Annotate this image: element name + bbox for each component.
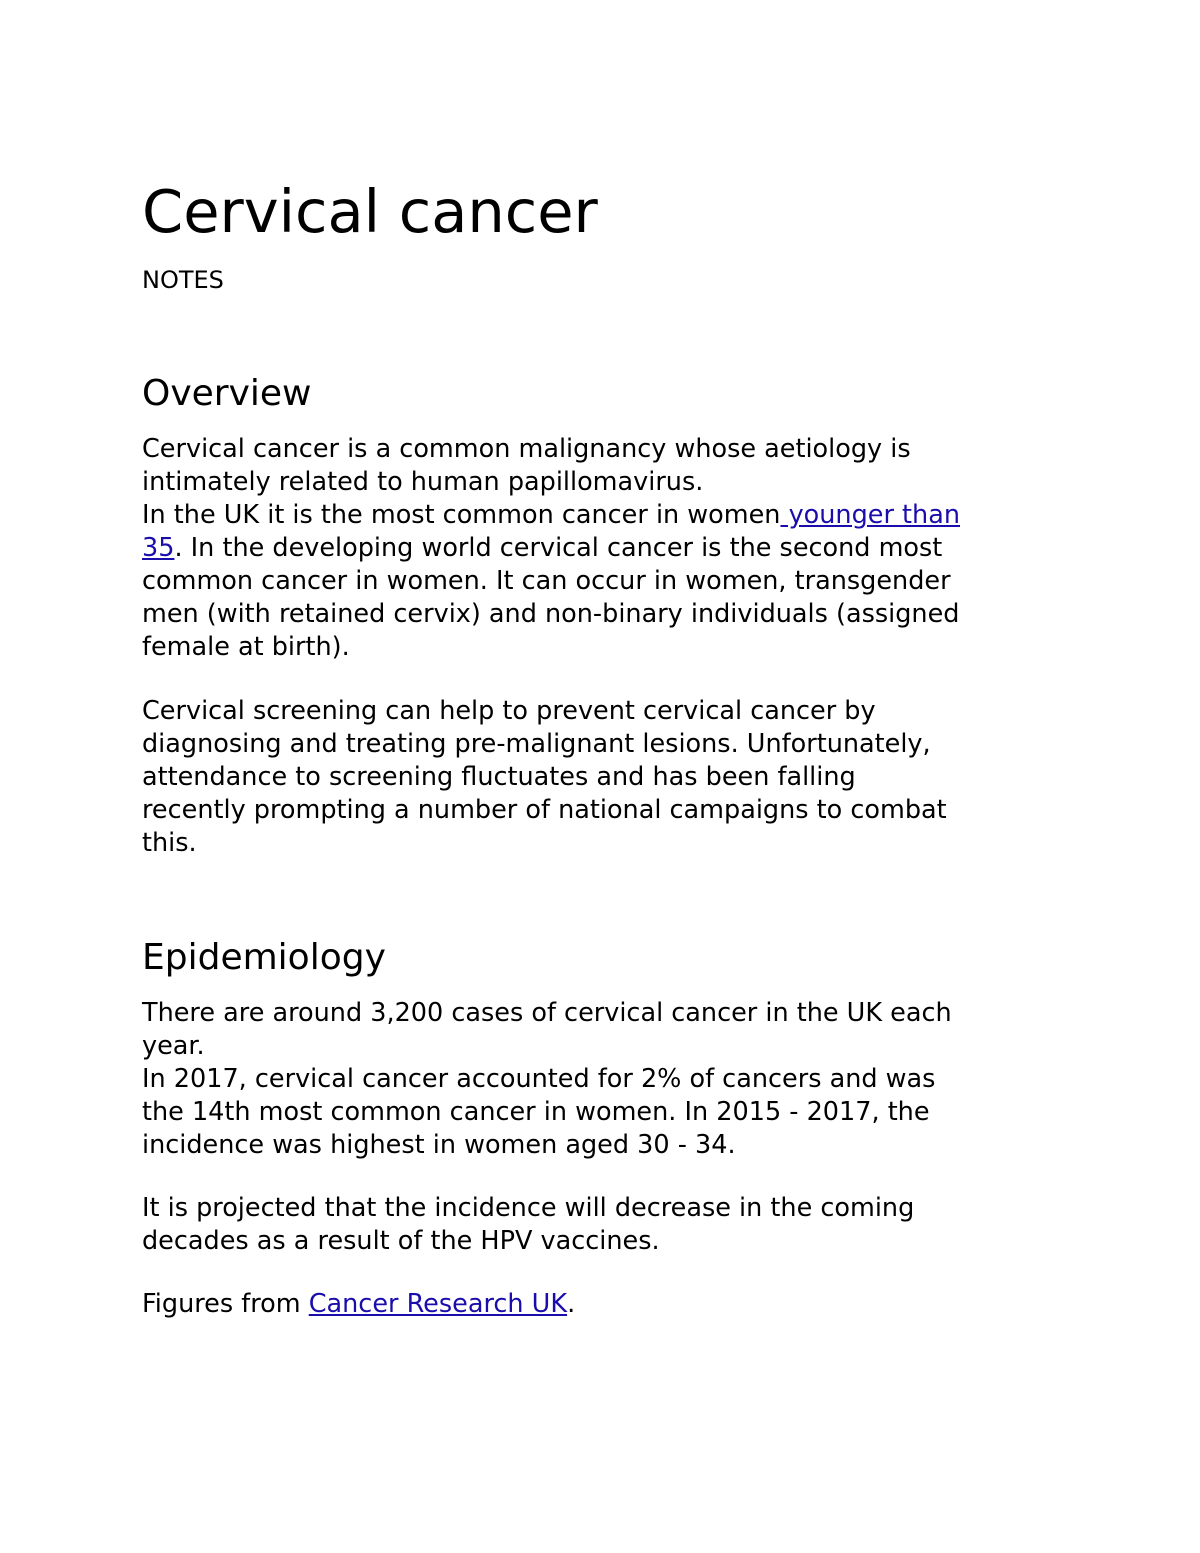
text-line bbox=[142, 499, 1072, 532]
epidemiology-paragraph-2 bbox=[142, 1192, 1072, 1258]
text-line: men (with retained cervix) and non-binary individuals (assigned bbox=[142, 599, 960, 629]
text-line bbox=[142, 1288, 1072, 1321]
text-line: common cancer in women. It can occur in women, transgender bbox=[142, 566, 951, 596]
document-subtitle: NOTES bbox=[142, 266, 224, 294]
figures-source-paragraph bbox=[142, 1288, 1072, 1321]
text-line: year. bbox=[142, 1031, 205, 1061]
text-line bbox=[142, 532, 1072, 565]
text-line: intimately related to human papillomavirus. bbox=[142, 467, 704, 497]
cancer-research-uk-link[interactable]: Cancer Research UK bbox=[308, 1289, 568, 1319]
text-line: incidence was highest in women aged 30 - 34. bbox=[142, 1130, 736, 1160]
text-line: female at birth). bbox=[142, 632, 350, 662]
text-line: decades as a result of the HPV vaccines. bbox=[142, 1226, 660, 1256]
younger-than-35-link[interactable] bbox=[780, 500, 960, 530]
text-line: In 2017, cervical cancer accounted for 2% of cancers and was bbox=[142, 1064, 936, 1094]
text-segment: . In the developing world cervical cancer is the second most bbox=[174, 533, 943, 563]
link-text[interactable]: 35 bbox=[142, 533, 175, 563]
overview-paragraph-1 bbox=[142, 433, 1072, 664]
text-line: There are around 3,200 cases of cervical cancer in the UK each bbox=[142, 998, 952, 1028]
text-line: It is projected that the incidence will decrease in the coming bbox=[142, 1193, 915, 1223]
overview-paragraph-2 bbox=[142, 695, 1072, 860]
text-line: recently prompting a number of national campaigns to combat bbox=[142, 795, 947, 825]
text-line: the 14th most common cancer in women. In 2015 - 2017, the bbox=[142, 1097, 930, 1127]
text-line: attendance to screening fluctuates and has been falling bbox=[142, 762, 856, 792]
younger-than-35-link-continued[interactable] bbox=[142, 533, 174, 563]
text-line: diagnosing and treating pre-malignant lesions. Unfortunately, bbox=[142, 729, 931, 759]
document-title: Cervical cancer bbox=[142, 177, 598, 246]
text-segment: . bbox=[567, 1289, 576, 1319]
text-line: Cervical screening can help to prevent cervical cancer by bbox=[142, 696, 876, 726]
text-segment: Figures from bbox=[142, 1289, 309, 1319]
link-text[interactable]: younger than bbox=[780, 500, 961, 530]
text-segment: In the UK it is the most common cancer in women bbox=[142, 500, 781, 530]
text-line: this. bbox=[142, 828, 197, 858]
text-line: Cervical cancer is a common malignancy whose aetiology is bbox=[142, 434, 911, 464]
epidemiology-heading: Epidemiology bbox=[142, 937, 386, 978]
epidemiology-paragraph-1 bbox=[142, 997, 1072, 1162]
overview-heading: Overview bbox=[142, 373, 312, 414]
